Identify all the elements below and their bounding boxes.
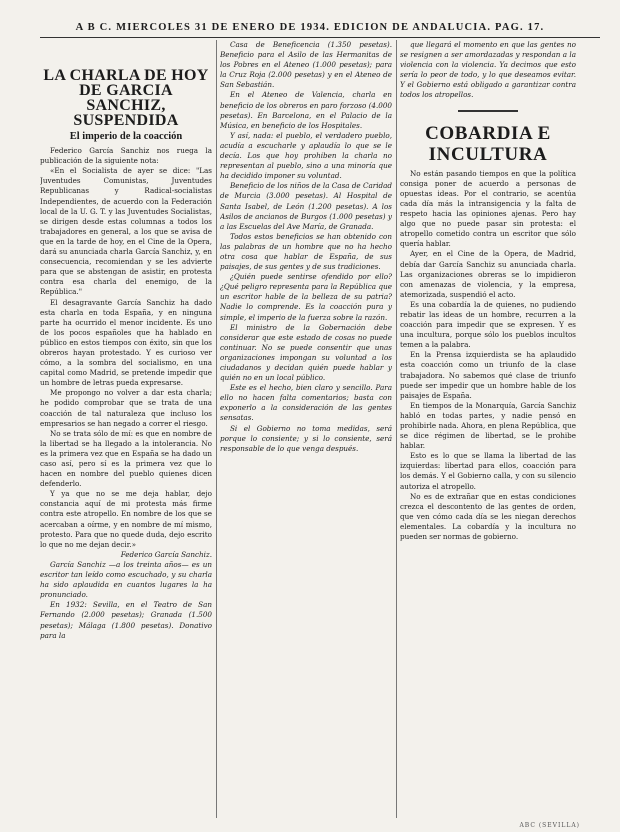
article-paragraph: En el Ateneo de Valencia, charla en beneficio de los obreros en paro forzoso (4.000 pesetas). En Barcelona, en el Palacio de la Música, en beneficio de los Hospitales. [220, 90, 392, 130]
article-paragraph: No se trata sólo de mí: es que en nombre de la libertad se ha llegado a la intolerancia. No es la primera vez que en España se ha dado un caso así, pero sí es la primera vez que lo hacen en nombre del pueblo quienes dicen defenderlo. [40, 428, 212, 489]
article-divider [400, 107, 576, 117]
article-paragraph: Federico García Sanchiz nos ruega la publicación de la siguiente nota: [40, 146, 212, 166]
page-footer: ABC (SEVILLA) [519, 822, 580, 829]
article-subtitle: El imperio de la coacción [69, 131, 183, 142]
column-separator-1 [216, 40, 217, 818]
article-paragraph: Y así, nada: el pueblo, el verdadero pueblo, acudía a escucharle y aplaudía lo que se le decía. Los que hoy prohiben la charla no representan al pueblo, sino a una minoría que ha decidido imponer su voluntad. [220, 130, 392, 181]
article-paragraph: Esto es lo que se llama la libertad de las izquierdas: libertad para ellos, coacción para los demás. Y el Gobierno calla, y con su silencio autoriza el atropello. [400, 451, 576, 491]
article-paragraph: García Sanchiz —a los treinta años— es un escritor tan leído como escuchado, y su charla ha sido aplaudida en cuantos lugares la ha pronunciado. [40, 559, 212, 600]
column-2 [220, 40, 392, 818]
article-paragraph: No están pasando tiempos en que la política consiga poner de acuerdo a personas de opuestas ideas. Por el contrario, se acentúa cada día más la intransigencia y la falta de respeto hacia las opiniones ajenas. Pero hay algo que no puede pasar sin protesta: el atropello cometido contra un escritor que sólo quería hablar. [400, 168, 576, 249]
article-paragraph: En tiempos de la Monarquía, García Sanchiz habló en todas partes, y nadie pensó en prohibirle nada. Ahora, en plena República, que se dice régimen de libertad, se le prohibe hablar. [400, 400, 576, 451]
article-paragraph: Si el Gobierno no toma medidas, será porque lo consiente; y si lo consiente, será responsable de lo que venga después. [220, 423, 392, 453]
masthead-rule [40, 37, 600, 38]
article-paragraph: En la Prensa izquierdista se ha aplaudido esta coacción como un triunfo de la clase trabajadora. No sabemos qué clase de triunfo puede ser impedir que un hombre hable de los paisajes de España. [400, 350, 576, 400]
article-paragraph: Este es el hecho, bien claro y sencillo. Para ello no hacen falta comentarios; basta con exponerlo a la consideración de las gentes sensatas. [220, 383, 392, 423]
article-paragraph: El desagravante García Sanchiz ha dado esta charla en toda España, y en ninguna parte ha ocurrido el menor incidente. Es uno de los pocos españoles que ha hablado en público en estos tiempos con éxito, sin que los obreros hayan protestado. Y es curioso ver cómo, a la sombra del socialismo, en una capital como Madrid, se pretende impedir que un hombre de letras pueda expresarse. [40, 297, 212, 388]
column-1 [40, 40, 212, 818]
article-title: LA CHARLA DE HOY DE GARCIA SANCHIZ, SUSPENDIDA [43, 67, 209, 129]
article-paragraph: Casa de Beneficencia (1.350 pesetas). Beneficio para el Asilo de las Hermanitas de los Pobres en el Ateneo (1.000 pesetas); para la Cruz Roja (2.000 pesetas) y en el Ateneo de San Sebastián. [220, 40, 392, 90]
article-paragraph: En 1932: Sevilla, en el Teatro de San Fernando (2.000 pesetas); Granada (1.500 pesetas); Málaga (1.800 pesetas). Donativo para la [40, 600, 212, 640]
column-3 [400, 40, 576, 818]
article-paragraph: No es de extrañar que en estas condiciones crezca el descontento de las gentes de orden, que ven cómo cada día se les niegan derechos elementales. La cobardía y la incultura no pueden ser normas de gobierno. [400, 491, 576, 542]
page-masthead: A B C. MIERCOLES 31 DE ENERO DE 1934. EDICION DE ANDALUCIA. PAG. 17. [75, 22, 545, 33]
article-paragraph: Y ya que no se me deja hablar, dejo constancia aquí de mi protesta más firme contra este atropello. En nombre de los que se acercaban a oírme, y en nombre de mí mismo, protesto. Para que no quede duda, dejo escrito lo que no me dejan decir.» [40, 489, 212, 549]
article-signature: Federico García Sanchiz. [120, 549, 212, 559]
article-paragraph: Es una cobardía la de quienes, no pudiendo rebatir las ideas de un hombre, recurren a la coacción para impedir que se expresen. Y es una incultura, porque sólo los pueblos incultos temen a la palabra. [400, 299, 576, 350]
article-paragraph: El ministro de la Gobernación debe considerar que este estado de cosas no puede continuar. No se puede consentir que unas organizaciones impongan su voluntad a los ciudadanos y decidan quién puede hablar y quién no en un local público. [220, 322, 392, 383]
article-paragraph: Beneficio de los niños de la Casa de Caridad de Murcia (3.000 pesetas). Al Hospital de Santa Isabel, de León (1.200 pesetas). A los Asilos de ancianos de Burgos (1.000 pesetas) y a las Escuelas del Ave María, de Granada. [220, 181, 392, 231]
article-paragraph: Ayer, en el Cine de la Opera, de Madrid, debía dar García Sanchiz su anunciada charla. Las organizaciones obreras se lo impidieron con amenazas de violencia, y la empresa, atemorizada, suspendió el acto. [400, 249, 576, 299]
article-paragraph: que llegará el momento en que las gentes no se resignen a ser amordazadas y respondan a la violencia con la violencia. Ya decimos que esto sería lo peor de todo, y lo que deseamos evitar. Y el Gobierno está obligado a garantizar contra todos los atropellos. [400, 40, 576, 100]
column-separator-2 [396, 40, 397, 818]
article-paragraph: Todos estos beneficios se han obtenido con las palabras de un hombre que no ha hecho otra cosa que hablar de España, de sus paisajes, de sus gentes y de sus tradiciones. [220, 231, 392, 272]
article-paragraph: Me propongo no volver a dar esta charla; he podido comprobar que se trata de una coacción de tal naturaleza que incluso los empresarios se han negado a correr el riesgo. [40, 388, 212, 428]
article-paragraph: «En el Socialista de ayer se dice: "Las Juventudes Comunistas, Juventudes Republicanas y Radical-socialistas Independientes, de acuerdo con la Federación local de la U. G. T. y las Juventudes Socialistas, se dirigen desde estas columnas a todos los trabajadores en general, a los que se avisa de que en la tarde de hoy, en el Cine de la Opera, dará su anunciada charla García Sanchiz, y, en consecuencia, recomiendan y se les advierte para que se abstengan de asistir, en protesta contra esa charla del enemigo, de la República." [40, 166, 212, 297]
article-paragraph: ¿Quién puede sentirse ofendido por ello? ¿Qué peligro representa para la República que un escritor hable de la belleza de su patria? Nadie lo comprende. Es la coacción pura y simple, el imperio de la fuerza sobre la razón. [220, 272, 392, 322]
article-title: COBARDIA E INCULTURA [425, 122, 551, 165]
